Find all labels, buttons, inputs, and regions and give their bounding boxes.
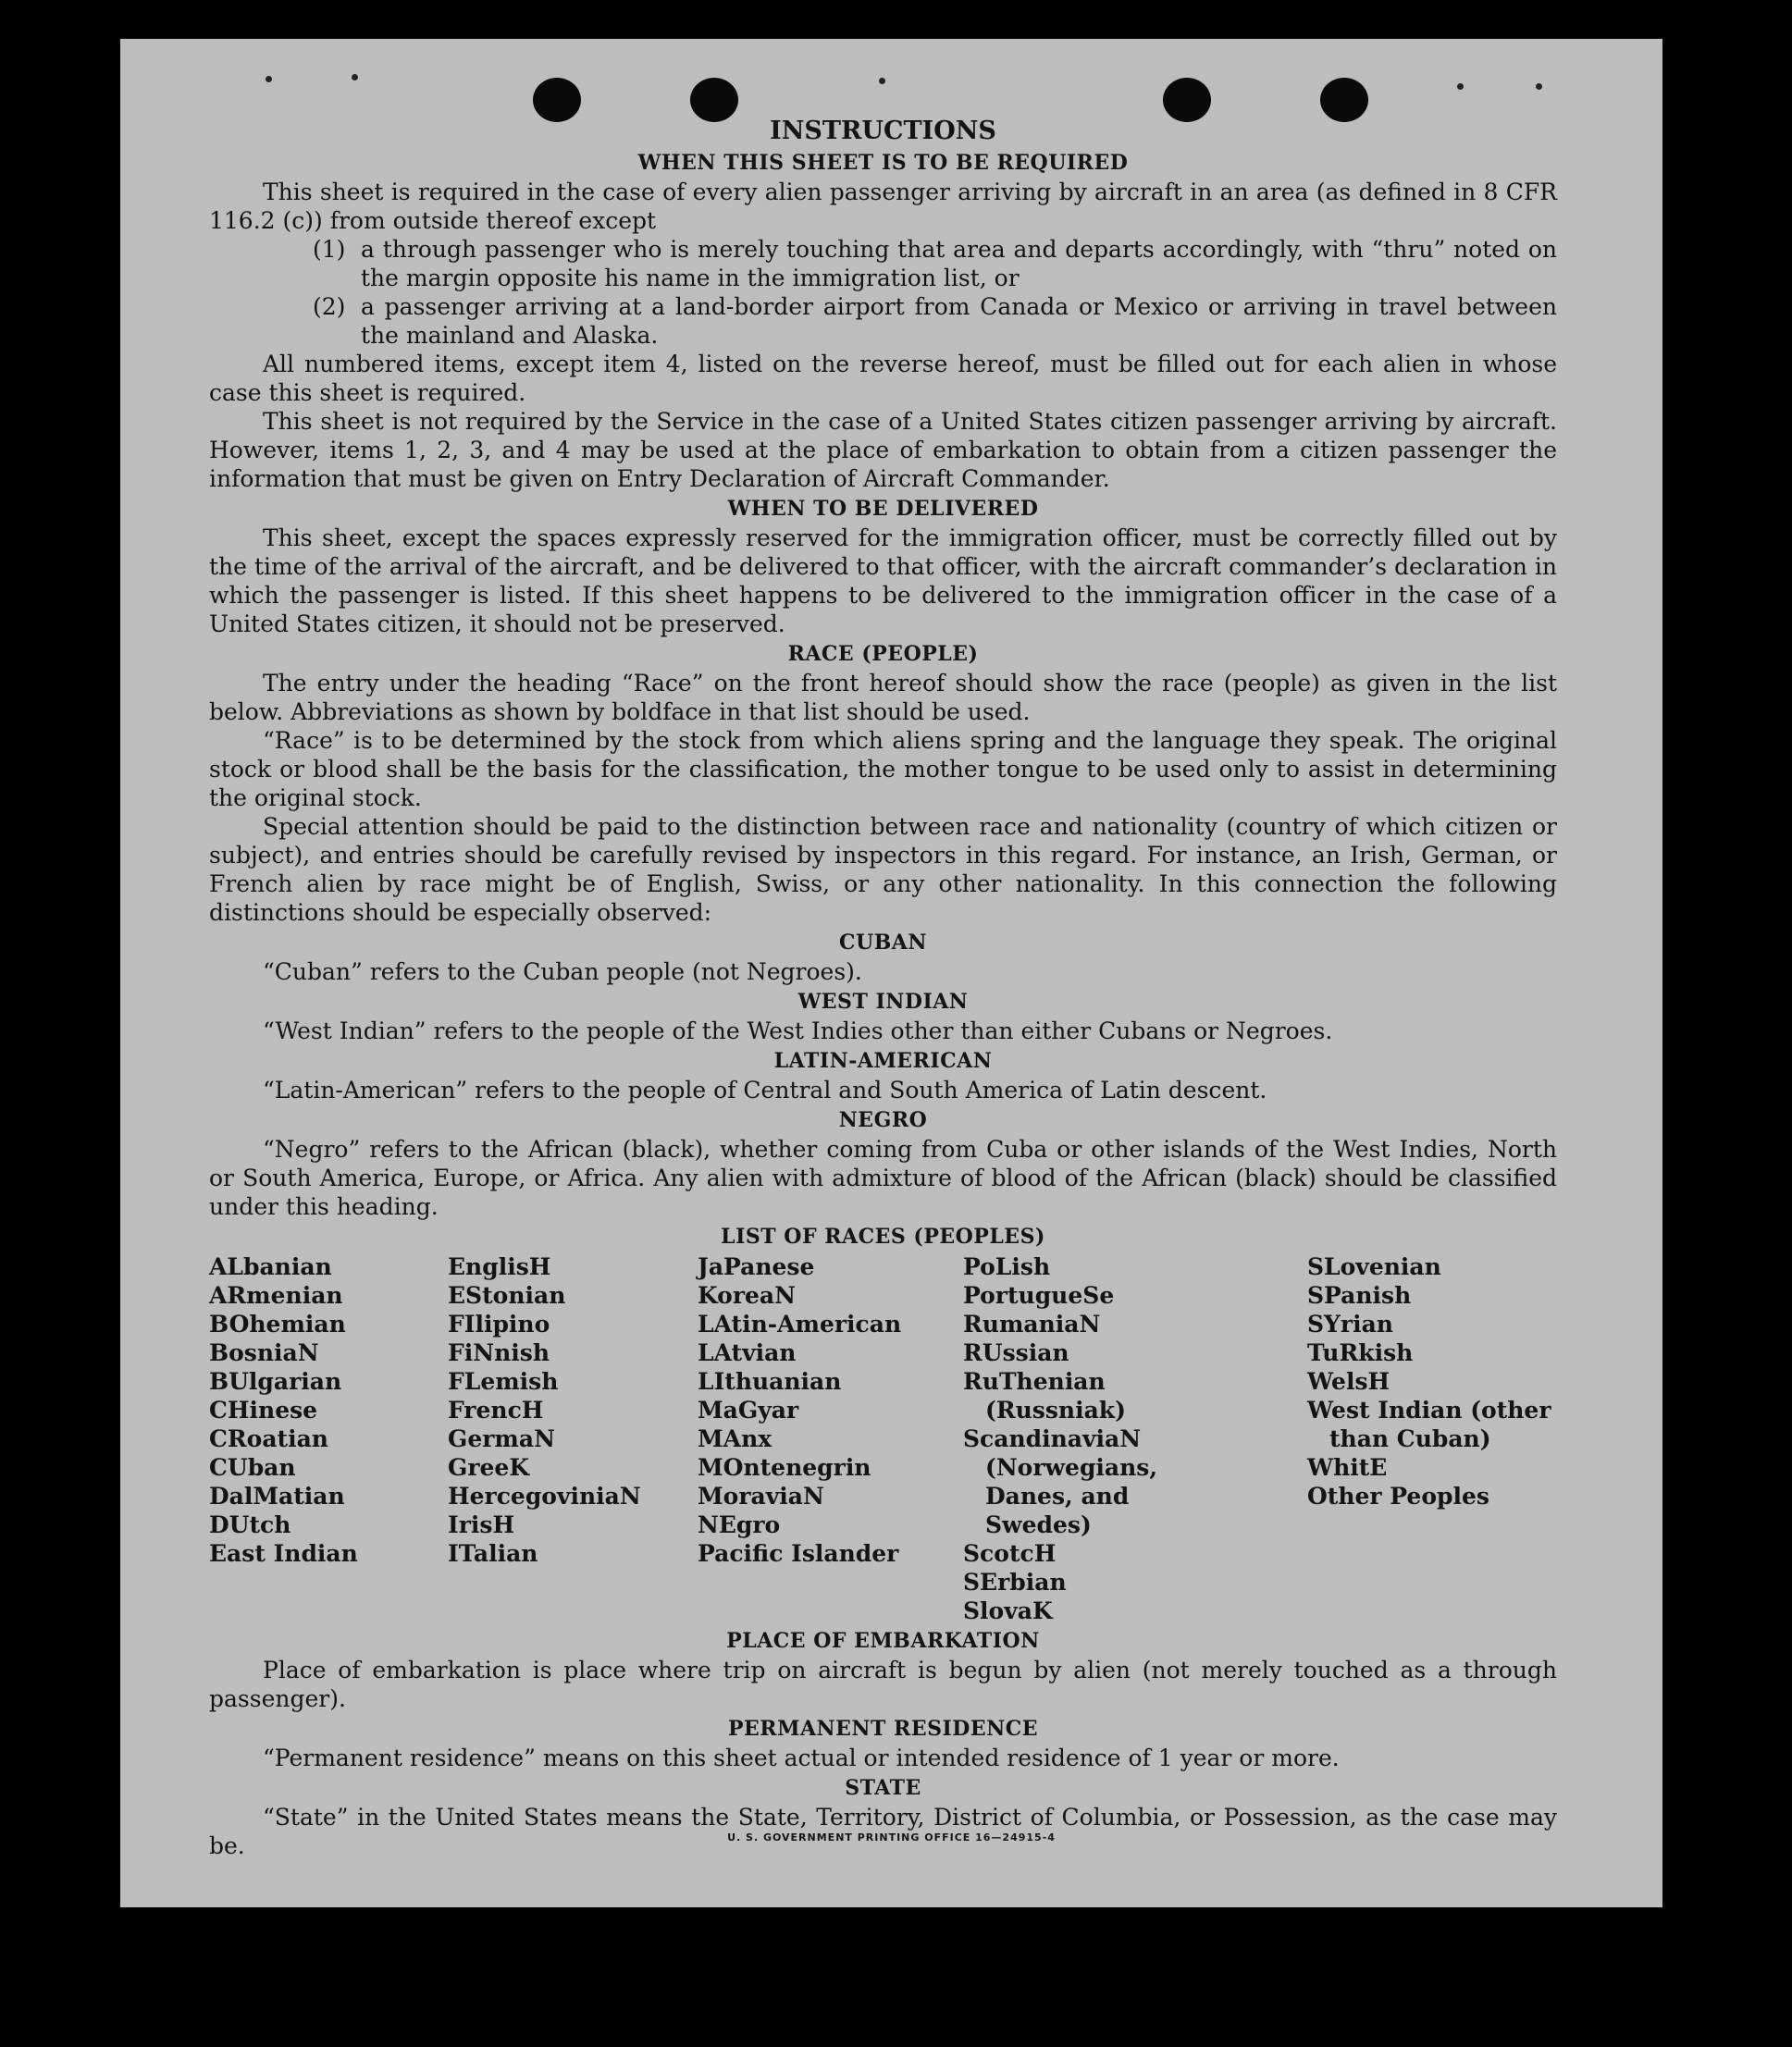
heading-state: STATE xyxy=(845,1776,921,1800)
paragraph: “West Indian” refers to the people of the West Indies other than either Cubans or Negroes. xyxy=(263,1017,1333,1044)
speck xyxy=(879,78,885,84)
list-item xyxy=(209,235,1557,292)
heading-when-required: WHEN THIS SHEET IS TO BE REQUIRED xyxy=(637,151,1129,175)
punch-hole xyxy=(533,78,581,122)
race-entry: Pacific Islander xyxy=(698,1540,899,1567)
race-entry: KoreaN xyxy=(698,1282,796,1309)
race-entry: FiNnish xyxy=(448,1339,550,1366)
race-entry: LIthuanian xyxy=(698,1368,842,1395)
list-item xyxy=(209,292,1557,350)
punch-hole xyxy=(1320,78,1368,122)
paragraph: “State” in the United States means the State, Territory, District of Columbia, or Possession, as the case may be. xyxy=(209,1804,1557,1859)
race-entry: CUban xyxy=(209,1454,296,1481)
speck xyxy=(1536,83,1542,90)
race-entry: LAtvian xyxy=(698,1339,797,1366)
paragraph: The entry under the heading “Race” on the front hereof should show the race (people) as given in the list below. Abbreviations as shown by boldface in that list should be used. xyxy=(209,670,1557,725)
race-entry: JaPanese xyxy=(698,1253,815,1280)
races-column xyxy=(698,1252,963,1625)
race-entry: GermaN xyxy=(448,1425,555,1452)
race-entry: ALbanian xyxy=(209,1253,332,1280)
paragraph: “Permanent residence” means on this sheet actual or intended residence of 1 year or more. xyxy=(263,1745,1340,1771)
race-entry: BOhemian xyxy=(209,1311,346,1338)
race-entry: ScotcH xyxy=(963,1540,1057,1567)
race-entry: PortugueSe xyxy=(963,1282,1115,1309)
races-column xyxy=(448,1252,698,1625)
race-entry: SErbian xyxy=(963,1569,1067,1596)
races-column xyxy=(209,1252,448,1625)
race-entry: MoraviaN xyxy=(698,1483,824,1510)
heading-when-delivered: WHEN TO BE DELIVERED xyxy=(727,497,1039,521)
race-entry: CRoatian xyxy=(209,1425,328,1452)
paragraph: Place of embarkation is place where trip on aircraft is begun by alien (not merely touched as a through passenger). xyxy=(209,1657,1557,1712)
race-entry: SLovenian xyxy=(1307,1253,1441,1280)
instructions-content xyxy=(209,117,1557,1860)
paragraph: “Latin-American” refers to the people of Central and South America of Latin descent. xyxy=(263,1077,1267,1104)
race-entry: MAnx xyxy=(698,1425,772,1452)
race-entry: IrisH xyxy=(448,1511,515,1538)
speck xyxy=(266,76,272,82)
race-entry: East Indian xyxy=(209,1540,358,1567)
race-entry: BUlgarian xyxy=(209,1368,342,1395)
race-entry: EnglisH xyxy=(448,1253,551,1280)
race-entry: ScandinaviaN (Norwegians, Danes, and Swedes) xyxy=(963,1425,1158,1538)
heading-cuban: CUBAN xyxy=(839,931,927,955)
race-entry: DalMatian xyxy=(209,1483,345,1510)
paragraph: “Cuban” refers to the Cuban people (not Negroes). xyxy=(263,958,862,985)
heading-list-of-races: LIST OF RACES (PEOPLES) xyxy=(721,1225,1045,1249)
races-column xyxy=(963,1252,1241,1625)
race-entry: MOntenegrin xyxy=(698,1454,871,1481)
page-title: INSTRUCTIONS xyxy=(770,117,996,145)
item-text: a through passenger who is merely touching that area and departs accordingly, with “thru” noted on the margin opposite his name in the immigration list, or xyxy=(361,236,1557,291)
paragraph: All numbered items, except item 4, listed on the reverse hereof, must be filled out for each alien in whose case this sheet is required. xyxy=(209,351,1557,406)
printer-imprint: U. S. GOVERNMENT PRINTING OFFICE 16—24915-4 xyxy=(727,1831,1056,1844)
paragraph: This sheet, except the spaces expressly reserved for the immigration officer, must be correctly filled out by the time of the arrival of the aircraft, and be delivered to that officer, with the aircraft commander’s declaration in which the passenger is listed. If this sheet happens to be delivered to the immigration officer in the case of a United States citizen, it should not be preserved. xyxy=(209,524,1557,637)
race-entry: PoLish xyxy=(963,1253,1051,1280)
item-number: (1) xyxy=(313,236,346,263)
paragraph: “Race” is to be determined by the stock from which aliens spring and the language they speak. The original stock or blood shall be the basis for the classification, the mother tongue to be used only to assist in determining the original stock. xyxy=(209,727,1557,811)
race-entry: ARmenian xyxy=(209,1282,343,1309)
race-entry: DUtch xyxy=(209,1511,291,1538)
race-entry: NEgro xyxy=(698,1511,781,1538)
race-entry: GreeK xyxy=(448,1454,530,1481)
heading-west-indian: WEST INDIAN xyxy=(797,990,969,1014)
race-entry: MaGyar xyxy=(698,1397,799,1424)
race-entry: EStonian xyxy=(448,1282,566,1309)
race-entry: ITalian xyxy=(448,1540,538,1567)
race-entry: FIlipino xyxy=(448,1311,550,1338)
race-entry: SlovaK xyxy=(963,1597,1053,1624)
race-entry: RUssian xyxy=(963,1339,1069,1366)
race-entry: SYrian xyxy=(1307,1311,1393,1338)
race-entry: HercegoviniaN xyxy=(448,1483,641,1510)
paragraph: This sheet is required in the case of every alien passenger arriving by aircraft in an area (as defined in 8 CFR 116.2 (c)) from outside thereof except xyxy=(209,179,1557,234)
race-entry: FrencH xyxy=(448,1397,544,1424)
race-entry: BosniaN xyxy=(209,1339,319,1366)
speck xyxy=(1457,83,1464,90)
heading-race: RACE (PEOPLE) xyxy=(787,642,979,666)
heading-residence: PERMANENT RESIDENCE xyxy=(728,1717,1038,1741)
race-entry: Other Peoples xyxy=(1307,1483,1489,1510)
race-entry: RuThenian (Russniak) xyxy=(963,1368,1126,1424)
item-number: (2) xyxy=(313,293,346,320)
races-list xyxy=(209,1252,1557,1625)
races-column xyxy=(1307,1252,1557,1625)
race-entry: LAtin-American xyxy=(698,1311,902,1338)
heading-embarkation: PLACE OF EMBARKATION xyxy=(726,1629,1040,1653)
race-entry: SPanish xyxy=(1307,1282,1412,1309)
paragraph: This sheet is not required by the Service in the case of a United States citizen passenger arriving by aircraft. However, items 1, 2, 3, and 4 may be used at the place of embarkation to obtain from a citizen passenger the information that must be given on Entry Declaration of Aircraft Commander. xyxy=(209,408,1557,492)
punch-hole xyxy=(690,78,738,122)
document-sheet xyxy=(120,39,1662,1907)
punch-hole xyxy=(1163,78,1211,122)
item-text: a passenger arriving at a land-border airport from Canada or Mexico or arriving in travel between the mainland and Alaska. xyxy=(361,293,1557,349)
race-entry: TuRkish xyxy=(1307,1339,1414,1366)
heading-negro: NEGRO xyxy=(838,1108,928,1132)
race-entry: RumaniaN xyxy=(963,1311,1101,1338)
race-entry: West Indian (other than Cuban) xyxy=(1307,1397,1551,1452)
paragraph: “Negro” refers to the African (black), whether coming from Cuba or other islands of the West Indies, North or South America, Europe, or Africa. Any alien with admixture of blood of the African (black) should be classified under this heading. xyxy=(209,1136,1557,1220)
race-entry: WelsH xyxy=(1307,1368,1390,1395)
race-entry: WhitE xyxy=(1307,1454,1388,1481)
heading-latin-american: LATIN-AMERICAN xyxy=(773,1049,993,1073)
race-entry: CHinese xyxy=(209,1397,318,1424)
paragraph: Special attention should be paid to the distinction between race and nationality (country of which citizen or subject), and entries should be carefully revised by inspectors in this regard. For instance, an Irish, German, or French alien by race might be of English, Swiss, or any other nationality. In this connection the following distinctions should be especially observed: xyxy=(209,813,1557,926)
speck xyxy=(352,74,358,80)
race-entry: FLemish xyxy=(448,1368,559,1395)
